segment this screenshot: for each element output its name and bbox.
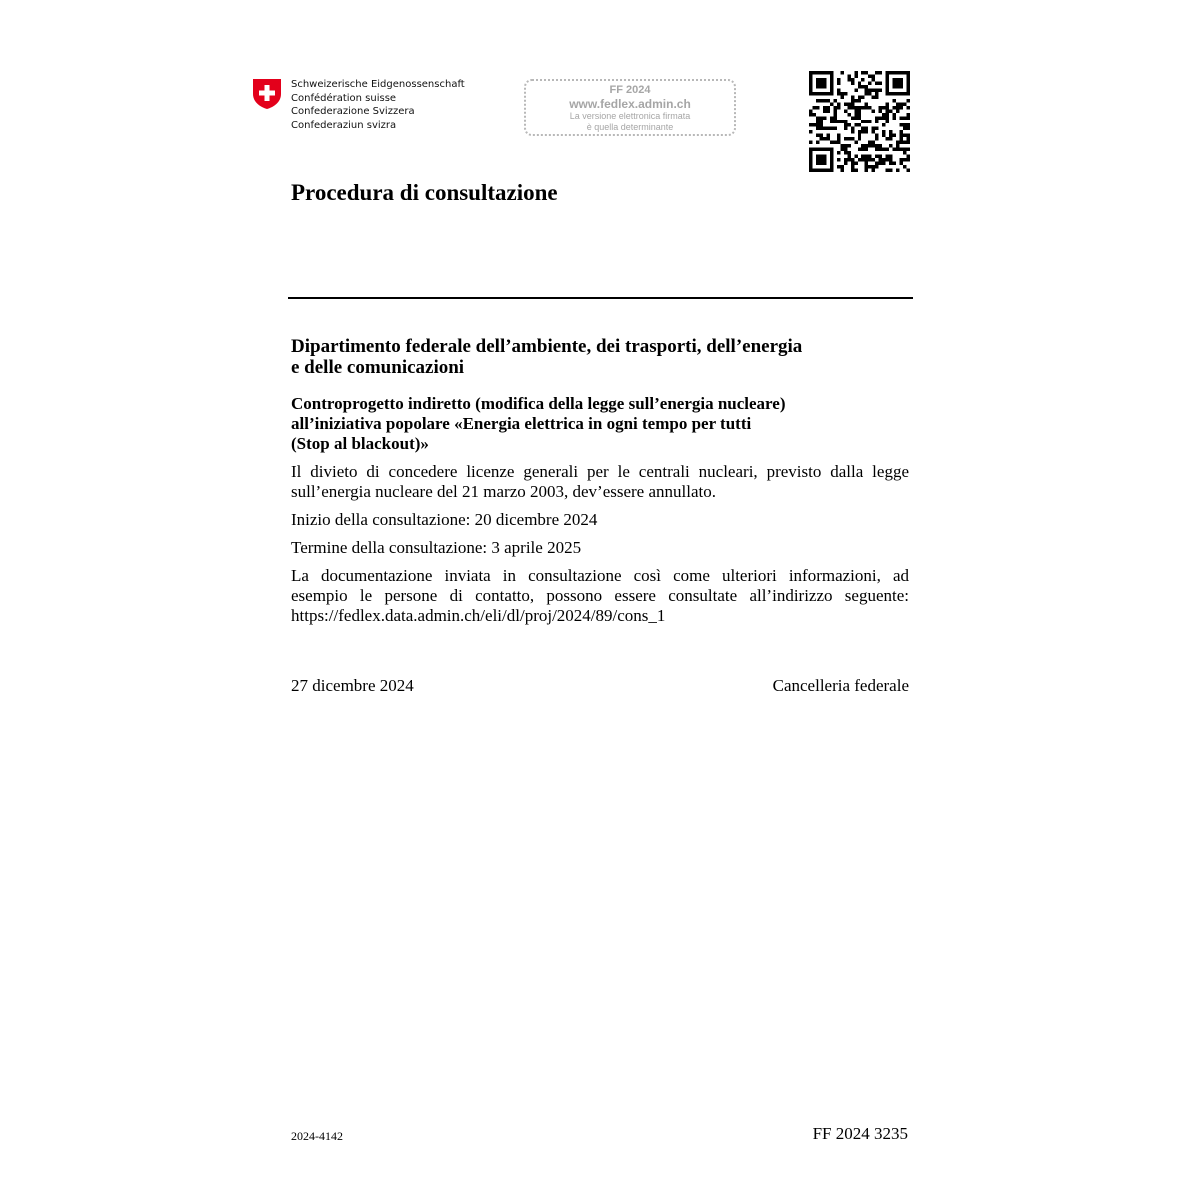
stamp-line-4: è quella determinante	[586, 122, 674, 132]
info-line: La documentazione inviata in consultazione così come ulteriori informazioni, ad	[291, 566, 909, 585]
consultation-end: Termine della consultazione: 3 aprile 2025	[291, 538, 582, 557]
subject-heading	[291, 394, 911, 454]
consultation-start: Inizio della consultazione: 20 dicembre 2024	[291, 510, 598, 529]
info-line: esempio le persone di contatto, possono essere consultate all’indirizzo seguente:	[291, 586, 909, 605]
horizontal-divider	[288, 297, 913, 299]
confederation-name-it: Confederazione Svizzera	[291, 106, 415, 117]
summary-paragraph	[291, 462, 909, 502]
document-date: 27 dicembre 2024	[291, 676, 414, 695]
qr-code-icon	[809, 71, 910, 172]
info-paragraph	[291, 566, 909, 626]
issuer-name: Cancelleria federale	[772, 676, 909, 695]
swiss-cross-icon	[252, 78, 282, 110]
subject-line: Controprogetto indiretto (modifica della legge sull’energia nucleare)	[291, 394, 786, 413]
page-title: Procedura di consultazione	[291, 180, 558, 205]
stamp-line-2: www.fedlex.admin.ch	[569, 97, 691, 111]
reference-number: 2024-4142	[291, 1129, 343, 1143]
publication-number: FF 2024 3235	[812, 1124, 908, 1143]
confederation-names	[291, 78, 465, 132]
summary-line: sull’energia nucleare del 21 marzo 2003, dev’essere annullato.	[291, 482, 716, 501]
department-heading	[291, 336, 911, 378]
department-line: Dipartimento federale dell’ambiente, dei trasporti, dell’energia	[291, 336, 803, 357]
confederation-name-de: Schweizerische Eidgenossenschaft	[291, 79, 465, 90]
stamp-line-3: La versione elettronica firmata	[569, 111, 691, 121]
subject-line: all’iniziativa popolare «Energia elettrica in ogni tempo per tutti	[291, 414, 752, 433]
summary-line: Il divieto di concedere licenze generali per le centrali nucleari, previsto dalla legge	[291, 462, 909, 481]
electronic-signature-stamp	[524, 79, 736, 136]
department-line: e delle comunicazioni	[291, 357, 465, 378]
confederation-name-rm: Confederaziun svizra	[291, 119, 397, 131]
stamp-line-1: FF 2024	[609, 84, 651, 96]
consultation-link[interactable]: https://fedlex.data.admin.ch/eli/dl/proj/2024/89/cons_1	[291, 606, 666, 625]
confederation-name-fr: Confédération suisse	[291, 92, 397, 104]
subject-line: (Stop al blackout)»	[291, 434, 429, 453]
